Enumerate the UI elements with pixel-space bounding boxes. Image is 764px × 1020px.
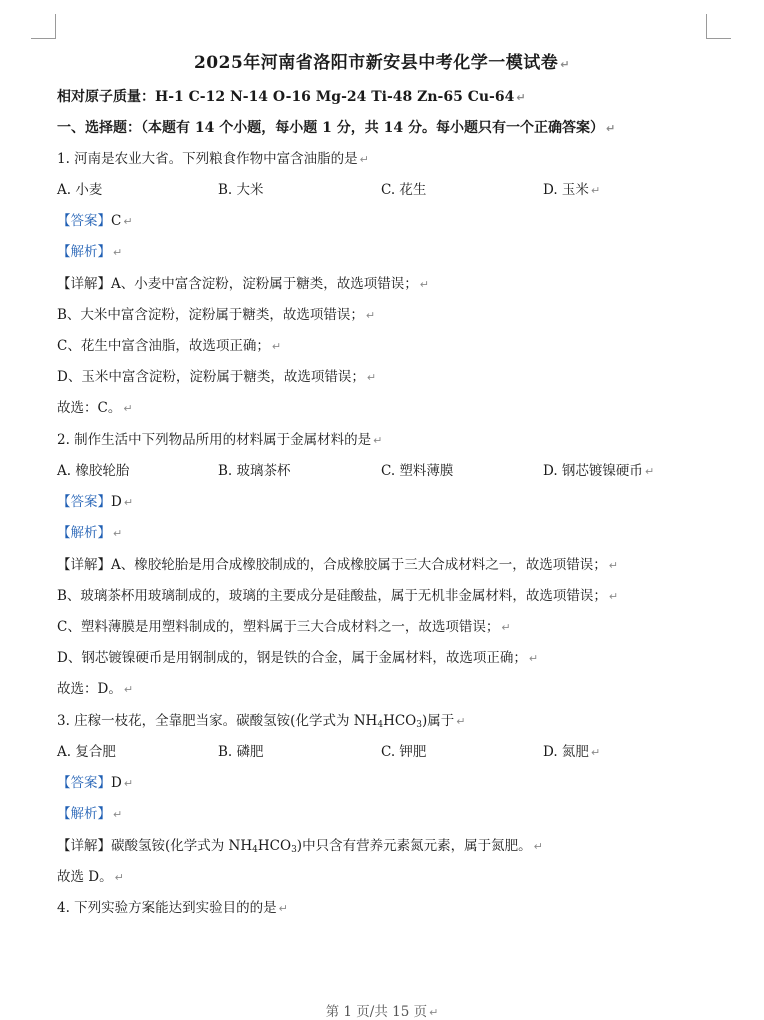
option-d: D. 钢芯镀镍硬币 ↵ — [543, 463, 655, 479]
option-d: D. 玉米 ↵ — [543, 182, 601, 198]
question-1-stem: 1. 河南是农业大省。下列粮食作物中富含油脂的是 ↵ — [57, 151, 369, 167]
paragraph-mark-icon: ↵ — [533, 840, 543, 853]
option-a: A. 橡胶轮胎 — [57, 463, 130, 479]
analysis-label: 【解析】 — [57, 525, 111, 541]
question-2-detail-c: C、塑料薄膜是用塑料制成的，塑料属于三大合成材料之一，故选项错误； ↵ — [57, 619, 511, 635]
section-heading: 一、选择题：（本题有 14 个小题，每小题 1 分，共 14 分。每小题只有一个正确答案） ↵ — [57, 120, 616, 136]
paragraph-mark-icon: ↵ — [114, 871, 124, 884]
option-b: B. 玻璃茶杯 — [218, 463, 291, 479]
atomic-mass-line: 相对原子质量：H-1 C-12 N-14 O-16 Mg-24 Ti-48 Zn-65 Cu-64 ↵ — [57, 89, 526, 105]
paragraph-mark-icon: ↵ — [590, 746, 601, 759]
option-c: C. 钾肥 — [381, 744, 427, 760]
answer-label: 【答案】 — [57, 494, 111, 510]
analysis-label: 【解析】 — [57, 244, 111, 260]
question-1-conclusion: 故选：C。 ↵ — [57, 400, 133, 416]
paragraph-mark-icon: ↵ — [528, 652, 539, 665]
paragraph-mark-icon: ↵ — [123, 683, 134, 696]
question-2-answer: 【答案】D ↵ — [57, 494, 134, 510]
paragraph-mark-icon: ↵ — [608, 559, 618, 572]
paragraph-mark-icon: ↵ — [605, 122, 616, 135]
paragraph-mark-icon: ↵ — [419, 278, 429, 291]
paragraph-mark-icon: ↵ — [113, 808, 123, 821]
paragraph-mark-icon: ↵ — [429, 1006, 439, 1019]
paragraph-mark-icon: ↵ — [501, 621, 511, 634]
question-1-detail-a: 【详解】A、小麦中富含淀粉，淀粉属于糖类，故选项错误； ↵ — [57, 276, 429, 292]
paragraph-mark-icon: ↵ — [123, 496, 134, 509]
question-4-stem: 4. 下列实验方案能达到实验目的的是 ↵ — [57, 900, 288, 916]
paragraph-mark-icon: ↵ — [608, 590, 619, 603]
question-2-detail-b: B、玻璃茶杯用玻璃制成的，玻璃的主要成分是硅酸盐，属于无机非金属材料，故选项错误； ↵ — [57, 588, 619, 604]
question-1-detail-c: C、花生中富含油脂，故选项正确； ↵ — [57, 338, 282, 354]
option-a: A. 复合肥 — [57, 744, 116, 760]
question-1-detail-d: D、玉米中富含淀粉，淀粉属于糖类，故选项错误； ↵ — [57, 369, 377, 385]
paragraph-mark-icon: ↵ — [123, 215, 133, 228]
paragraph-mark-icon: ↵ — [590, 184, 601, 197]
option-c: C. 花生 — [381, 182, 427, 198]
paragraph-mark-icon: ↵ — [113, 246, 123, 259]
paragraph-mark-icon: ↵ — [373, 434, 383, 447]
paragraph-mark-icon: ↵ — [123, 402, 133, 415]
question-2-detail-d: D、钢芯镀镍硬币是用钢制成的，钢是铁的合金，属于金属材料，故选项正确； ↵ — [57, 650, 539, 666]
detail-label: 【详解】 — [57, 276, 111, 292]
paragraph-mark-icon: ↵ — [113, 527, 123, 540]
paragraph-mark-icon: ↵ — [123, 777, 134, 790]
paragraph-mark-icon: ↵ — [278, 902, 288, 915]
question-3-analysis — [57, 805, 737, 824]
paragraph-mark-icon: ↵ — [366, 371, 377, 384]
paragraph-mark-icon: ↵ — [359, 153, 369, 166]
question-1-detail-b: B、大米中富含淀粉，淀粉属于糖类，故选项错误； ↵ — [57, 307, 376, 323]
paragraph-mark-icon: ↵ — [644, 465, 655, 478]
question-3-answer: 【答案】D ↵ — [57, 775, 134, 791]
option-c: C. 塑料薄膜 — [381, 463, 454, 479]
question-3-conclusion: 故选 D。 ↵ — [57, 869, 124, 885]
question-2-stem: 2. 制作生活中下列物品所用的材料属于金属材料的是 ↵ — [57, 432, 383, 448]
page-footer — [0, 1000, 764, 1020]
question-3-detail: 【详解】碳酸氢铵(化学式为 $NH_4HCO_3$)中只含有营养元素氮元素，属于氮肥。 ↵ — [57, 838, 543, 855]
paragraph-mark-icon: ↵ — [456, 715, 466, 728]
option-b: B. 大米 — [218, 182, 264, 198]
detail-label: 【详解】 — [57, 838, 111, 854]
paragraph-mark-icon: ↵ — [516, 91, 526, 104]
page-number: 第 1 页/共 15 页 — [325, 1004, 428, 1020]
answer-label: 【答案】 — [57, 213, 111, 229]
detail-label: 【详解】 — [57, 557, 111, 573]
document-title: 2025年河南省洛阳市新安县中考化学一模试卷 ↵ — [193, 53, 571, 73]
analysis-label: 【解析】 — [57, 806, 111, 822]
answer-label: 【答案】 — [57, 775, 111, 791]
question-1-analysis — [57, 243, 737, 262]
option-a: A. 小麦 — [57, 182, 103, 198]
question-3-stem: 3. 庄稼一枝花，全靠肥当家。碳酸氢铵(化学式为 $NH_4HCO_3$)属于 ↵ — [57, 713, 466, 730]
paragraph-mark-icon: ↵ — [365, 309, 376, 322]
paragraph-mark-icon: ↵ — [271, 340, 282, 353]
option-b: B. 磷肥 — [218, 744, 264, 760]
paragraph-mark-icon: ↵ — [560, 58, 571, 71]
question-2-conclusion: 故选：D。 ↵ — [57, 681, 134, 697]
option-d: D. 氮肥 ↵ — [543, 744, 601, 760]
question-2-detail-a: 【详解】A、橡胶轮胎是用合成橡胶制成的，合成橡胶属于三大合成材料之一，故选项错误； ↵ — [57, 557, 618, 573]
question-1-answer: 【答案】C ↵ — [57, 213, 133, 229]
crop-mark-top-left — [31, 14, 56, 39]
question-2-analysis — [57, 524, 737, 543]
crop-mark-top-right — [706, 14, 731, 39]
